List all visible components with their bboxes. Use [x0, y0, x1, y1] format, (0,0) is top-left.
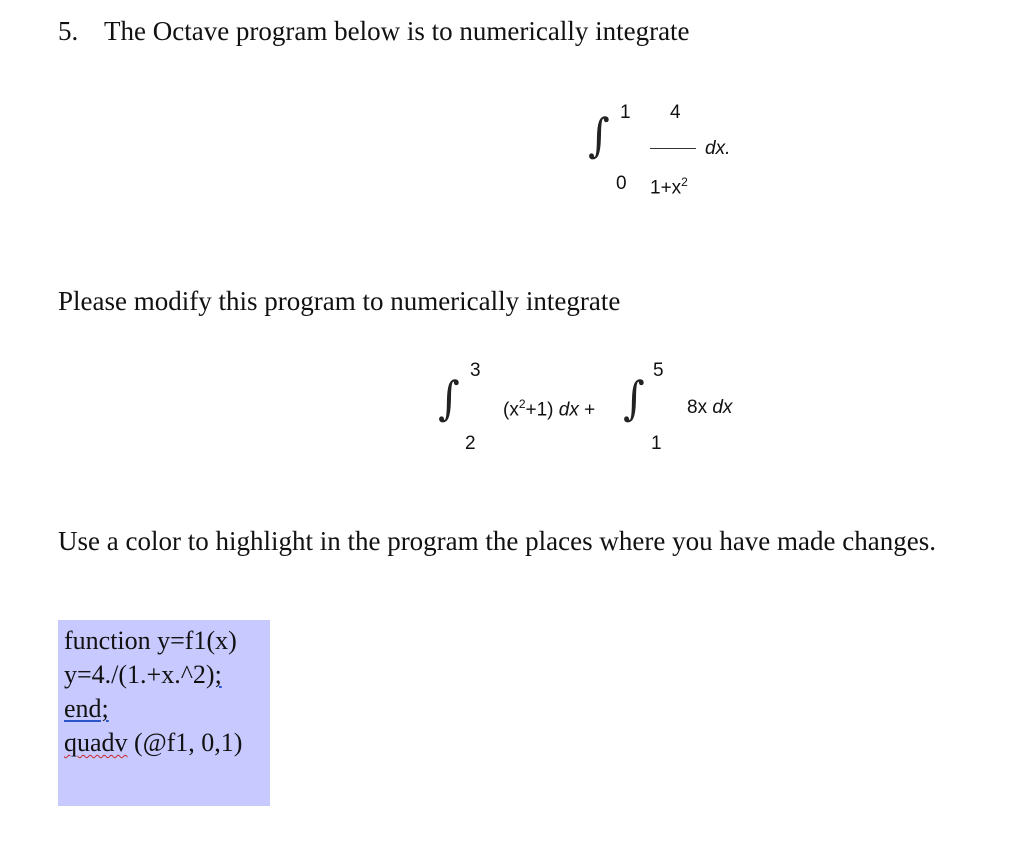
code-line-3	[64, 694, 109, 724]
fraction-denominator	[650, 175, 688, 199]
denominator-base: 1+x	[650, 177, 682, 199]
highlight-instruction: Use a color to highlight in the program the places where you have made changes.	[58, 526, 936, 556]
integral-2a-integrand	[503, 397, 595, 421]
integral-2a-upper: 3	[470, 360, 481, 381]
code-line-2	[64, 660, 222, 690]
question-line	[58, 16, 690, 47]
integrand-exponent: 2	[518, 397, 526, 411]
integrand-base: (x	[503, 399, 519, 421]
integral-1-upper: 1	[620, 102, 631, 123]
code-line-4-args: (@f1, 0,1)	[127, 728, 243, 757]
modify-instruction: Please modify this program to numerically integrate	[58, 286, 621, 316]
code-line-4-func: quadv	[64, 728, 128, 757]
fraction-numerator: 4	[670, 102, 681, 123]
integral-2a-lower: 2	[465, 433, 476, 454]
code-line-1: function y=f1(x)	[64, 626, 237, 655]
plus-sign: +	[584, 399, 596, 421]
code-block[interactable]	[58, 620, 270, 806]
code-line-2-main: y=4./(1.+x.^2)	[64, 660, 215, 689]
code-line-3-text: end;	[64, 694, 109, 723]
integral-2b-differential: dx	[712, 397, 733, 418]
integral-2a-differential: dx	[558, 399, 579, 421]
integral-1-differential: dx.	[705, 138, 731, 159]
integral-1-lower: 0	[616, 173, 627, 194]
code-line-4	[64, 728, 242, 758]
integral-sign: ∫	[623, 371, 645, 425]
code-line-2-semicolon: ;	[214, 660, 222, 689]
integrand-rest: +1)	[525, 399, 554, 421]
denominator-exponent: 2	[681, 175, 688, 189]
fraction-bar	[650, 148, 696, 149]
integral-2b-integrand	[687, 397, 732, 419]
integral-sign: ∫	[588, 108, 610, 162]
question-intro: The Octave program below is to numerically integrate	[104, 16, 690, 46]
integral-2b-upper: 5	[653, 360, 664, 381]
question-number: 5.	[58, 16, 79, 46]
integral-2b-lower: 1	[651, 433, 662, 454]
integrand-2b: 8x	[687, 397, 708, 418]
integral-sign: ∫	[438, 371, 460, 425]
